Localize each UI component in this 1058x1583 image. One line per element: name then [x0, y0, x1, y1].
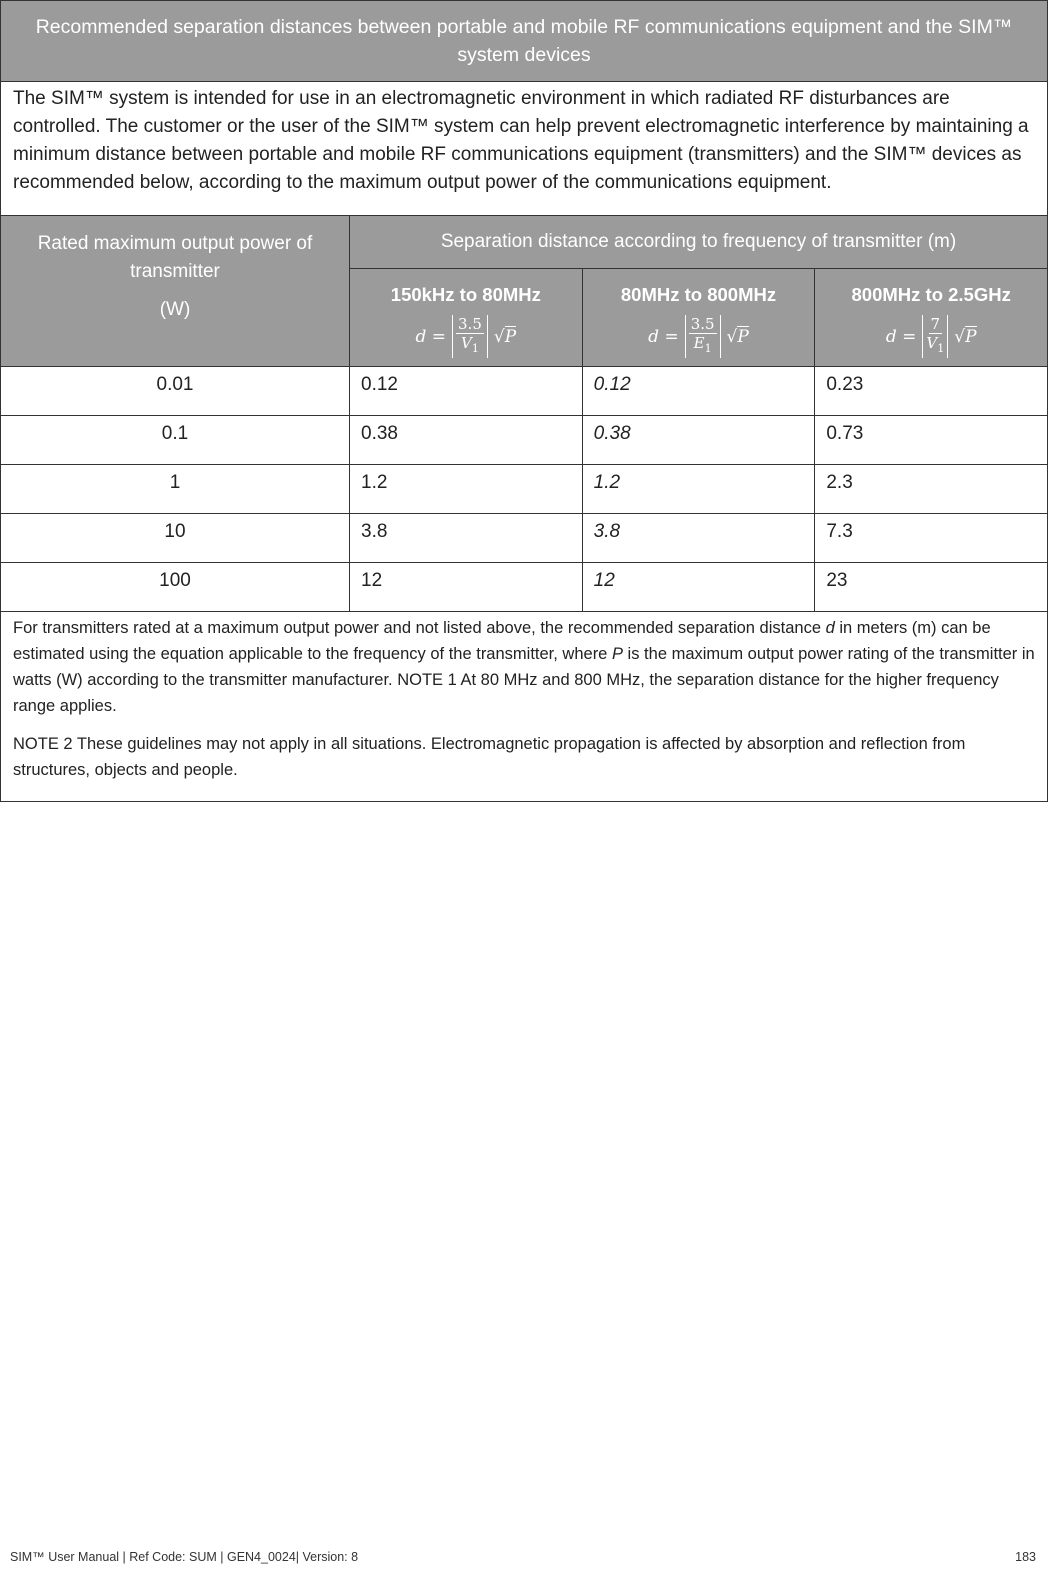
- note-2: NOTE 2 These guidelines may not apply in all situations. Electromagnetic propagation is affected by absorption and reflection from structures, objects and people.: [13, 735, 966, 779]
- band2-cell: 1.2: [583, 465, 816, 513]
- square-root: √P: [493, 326, 517, 347]
- formula-fraction: [922, 315, 948, 358]
- square-root: √P: [954, 326, 977, 347]
- rated-power-label: Rated maximum output power of transmitter: [37, 233, 313, 282]
- band1-cell: 0.12: [350, 367, 583, 415]
- frequency-band-headers: [350, 269, 1047, 366]
- table-row: [1, 465, 1047, 514]
- formula-denominator: [926, 334, 944, 358]
- table-row: [1, 367, 1047, 416]
- power-cell: 100: [1, 563, 350, 611]
- band2-cell: 3.8: [583, 514, 816, 562]
- table-row: [1, 563, 1047, 612]
- table-row: [1, 514, 1047, 563]
- formula-radicand: P: [504, 326, 517, 347]
- formula-numerator: 7: [930, 315, 941, 333]
- band3-cell: 7.3: [826, 521, 853, 542]
- formula-denominator: [461, 334, 479, 358]
- band-header-2: [583, 269, 816, 366]
- intro-paragraph: The SIM™ system is intended for use in an electromagnetic environment in which radiated RF disturbances are controlled. The customer or the user of the SIM™ system can help prevent electromagnetic interference by maintaining a minimum distance between portable and mobile RF communications equipment (transmitters) and the SIM™ devices as recommended below, according to the maximum output power of the communications equipment.: [1, 82, 1047, 216]
- band2-cell: 0.38: [583, 416, 816, 464]
- band-formula: [415, 315, 516, 358]
- page-footer: [10, 1550, 1036, 1564]
- band1-cell: 3.8: [350, 514, 583, 562]
- footer-document-info: SIM™ User Manual | Ref Code: SUM | GEN4_0024| Version: 8: [10, 1550, 359, 1564]
- note-1: [13, 615, 1035, 719]
- formula-lhs: d =: [415, 326, 447, 347]
- note-1-text-a: For transmitters rated at a maximum output power and not listed above, the recommended separation distance: [13, 619, 826, 637]
- power-cell: 0.01: [1, 367, 350, 415]
- note-1-text-c: is the maximum output power rating of the transmitter in watts (W) according to the transmitter manufacturer. NOTE 1 At 80 MHz and 800 MHz, the separation distance for the higher frequency range applies.: [13, 645, 1035, 715]
- page-number: 183: [1015, 1550, 1036, 1564]
- band-header-1: [350, 269, 583, 366]
- rated-power-unit: (W): [159, 299, 191, 320]
- note-1-symbol-p: P: [611, 645, 623, 663]
- denominator-subscript: 1: [704, 342, 712, 355]
- formula-numerator: 3.5: [690, 315, 715, 333]
- formula-lhs: d =: [885, 326, 917, 347]
- formula-radicand: P: [965, 326, 977, 347]
- separation-header-group: [350, 216, 1047, 366]
- note-1-text-b: in meters (m) can be estimated using the equation applicable to the frequency of the transmitter, where: [13, 619, 991, 663]
- power-cell: 0.1: [1, 416, 350, 464]
- formula-lhs: d =: [648, 326, 679, 347]
- band-header-3: [815, 269, 1047, 366]
- table-row: [1, 416, 1047, 465]
- band-formula: [648, 315, 749, 358]
- band3-cell: 0.23: [826, 374, 864, 395]
- formula-radicand: P: [737, 326, 749, 347]
- denominator-symbol: E: [693, 334, 705, 352]
- band-formula: [886, 315, 977, 358]
- band3-cell: 23: [826, 570, 848, 591]
- note-1-symbol-d: d: [825, 619, 835, 637]
- denominator-subscript: 1: [937, 342, 945, 355]
- rated-power-header: [1, 216, 350, 366]
- band1-cell: 12: [350, 563, 583, 611]
- formula-denominator: [694, 334, 712, 358]
- formula-fraction: [452, 315, 488, 358]
- denominator-subscript: 1: [471, 342, 479, 355]
- power-cell: 10: [1, 514, 350, 562]
- table-header: [1, 216, 1047, 367]
- band2-cell: 0.12: [583, 367, 816, 415]
- square-root: √P: [726, 326, 749, 347]
- denominator-symbol: V: [461, 334, 472, 352]
- band2-cell: 12: [583, 563, 816, 611]
- power-cell: 1: [1, 465, 350, 513]
- separation-header: Separation distance according to frequency of transmitter (m): [350, 216, 1047, 269]
- denominator-symbol: V: [926, 334, 938, 352]
- band-label: 150kHz to 80MHz: [390, 284, 541, 305]
- formula-numerator: 3.5: [458, 315, 482, 333]
- band-label: 80MHz to 800MHz: [620, 284, 777, 305]
- formula-fraction: [685, 315, 721, 358]
- table-notes: [1, 612, 1047, 801]
- band1-cell: 0.38: [350, 416, 583, 464]
- band1-cell: 1.2: [350, 465, 583, 513]
- band3-cell: 0.73: [826, 423, 864, 444]
- band-label: 800MHz to 2.5GHz: [851, 284, 1011, 305]
- table-title: Recommended separation distances between portable and mobile RF communications equipment and the SIM™ system devices: [1, 1, 1047, 82]
- band3-cell: 2.3: [826, 472, 853, 493]
